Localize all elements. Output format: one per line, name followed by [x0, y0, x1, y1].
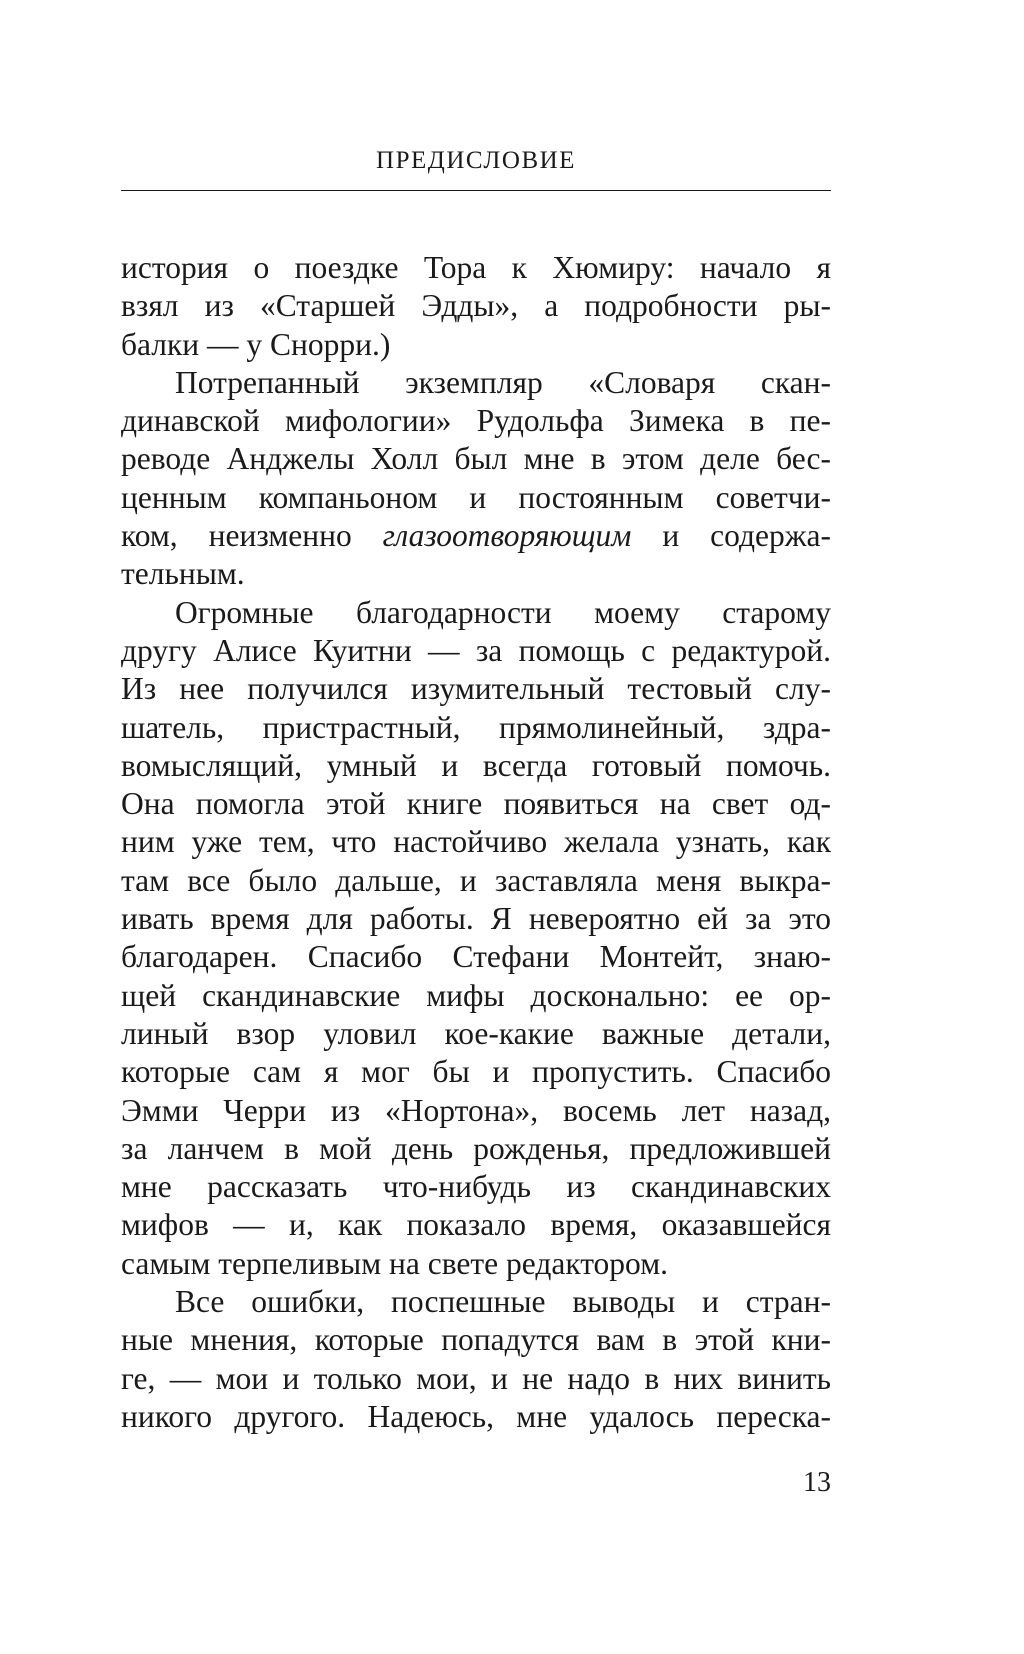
text-line: Потрепанный экземпляр «Словаря скан-: [175, 364, 831, 400]
text-line: Все ошибки, поспешные выводы и стран-: [175, 1284, 831, 1320]
body-text: [121, 249, 831, 1436]
text-line: Она помогла этой книге появиться на свет од-: [121, 786, 831, 822]
text-line: которые сам я мог бы и пропустить. Спасибо: [121, 1054, 831, 1090]
page-number: 13: [803, 1467, 831, 1498]
text-line: линый взор уловил кое-какие важные детали,: [121, 1015, 831, 1051]
text-line: ге, — мои и только мои, и не надо в них винить: [121, 1360, 831, 1396]
text-line: Из нее получился изумительный тестовый слу-: [121, 671, 831, 707]
book-page: [121, 0, 831, 1654]
text-run: ком, неизменно: [121, 518, 383, 554]
text-line: Огромные благодарности моему старому: [175, 594, 831, 630]
text-line: взял из «Старшей Эдды», а подробности ры-: [121, 288, 831, 324]
text-run: и содержа-: [631, 518, 831, 554]
text-line: благодарен. Спасибо Стефани Монтейт, знаю-: [121, 939, 831, 975]
text-line: там все было дальше, и заставляла меня выкра-: [121, 862, 831, 898]
text-line: вомыслящий, умный и всегда готовый помочь.: [121, 747, 831, 783]
text-line: Эмми Черри из «Нортона», восемь лет назад,: [121, 1092, 831, 1128]
text-line: за ланчем в мой день рожденья, предложившей: [121, 1130, 831, 1166]
text-line: динавской мифологии» Рудольфа Зимека в пе-: [121, 403, 831, 439]
italic-word: глазоотворяющим: [382, 518, 632, 554]
text-line: ценным компаньоном и постоянным советчи-: [121, 479, 831, 515]
paragraph-4: [121, 1283, 831, 1436]
text-line: другу Алисе Куитни — за помощь с редактурой.: [121, 632, 831, 668]
text-line: балки — у Снорри.): [121, 326, 391, 362]
text-line: тельным.: [121, 556, 245, 592]
text-line: никого другого. Надеюсь, мне удалось переска-: [121, 1398, 831, 1434]
text-line: мифов — и, как показало время, оказавшейся: [121, 1207, 831, 1243]
text-line-with-italic: [121, 517, 831, 555]
text-line: ним уже тем, что настойчиво желала узнать, как: [121, 824, 831, 860]
paragraph-3: [121, 594, 831, 1283]
text-line: ивать время для работы. Я невероятно ей за это: [121, 901, 831, 937]
paragraph-1: [121, 249, 831, 364]
text-line: самым терпеливым на свете редактором.: [121, 1245, 669, 1281]
text-line: щей скандинавские мифы досконально: ее ор-: [121, 977, 831, 1013]
text-line: реводе Анджелы Холл был мне в этом деле бес-: [121, 441, 831, 477]
text-line: мне рассказать что-нибудь из скандинавских: [121, 1169, 831, 1205]
text-line: история о поездке Тора к Хюмиру: начало я: [121, 250, 831, 285]
paragraph-2: [121, 364, 831, 594]
text-line: ные мнения, которые попадутся вам в этой кни-: [121, 1322, 831, 1358]
header-rule: [121, 190, 831, 191]
text-line: шатель, пристрастный, прямолинейный, здра-: [121, 709, 831, 745]
running-head: ПРЕДИСЛОВИЕ: [376, 147, 576, 174]
